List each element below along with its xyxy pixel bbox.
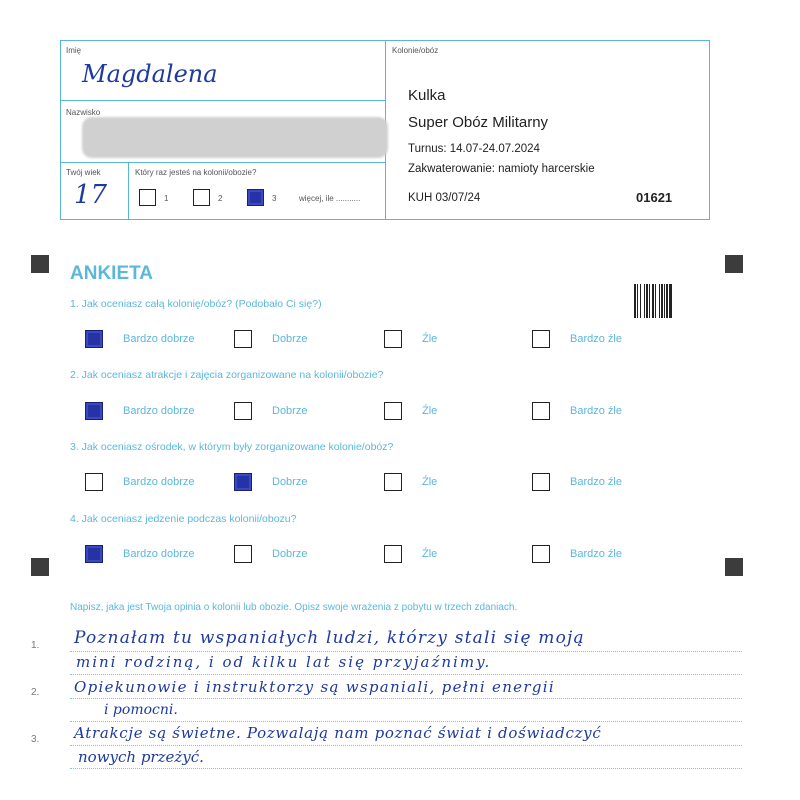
question-1-text: 1. Jak oceniasz całą kolonię/obóz? (Podobało Ci się?) <box>70 298 322 310</box>
answer-dotted-line <box>70 698 742 699</box>
answer-dotted-line <box>70 721 742 722</box>
handwritten-line-2: mini rodziną, i od kilku lat się przyjaźnimy. <box>76 653 492 671</box>
question-2-option-label: Źle <box>422 405 438 417</box>
opinion-prompt: Napisz, jaka jest Twoja opinia o kolonii lub obozie. Opisz swoje wrażenia z pobytu w trzech zdaniach. <box>70 602 518 613</box>
barcode-bar <box>666 284 668 318</box>
barcode <box>634 284 688 318</box>
question-4-checkbox-4[interactable] <box>532 545 550 563</box>
question-1-checkbox-4[interactable] <box>532 330 550 348</box>
registration-marker <box>31 255 49 273</box>
question-3-option-label: Bardzo źle <box>570 476 622 488</box>
survey-title: ANKIETA <box>70 263 154 284</box>
question-1-option-label: Bardzo dobrze <box>123 333 195 345</box>
question-1-checkbox-2[interactable] <box>234 330 252 348</box>
times-option-1: 1 <box>164 194 169 203</box>
handwritten-line-4: i pomocni. <box>104 702 178 718</box>
handwritten-line-3: Opiekunowie i instruktorzy są wspaniali, pełni energii <box>74 678 555 696</box>
barcode-bar <box>634 284 636 318</box>
question-2-checkbox-1[interactable] <box>85 402 103 420</box>
question-4-text: 4. Jak oceniasz jedzenie podczas kolonii/obozu? <box>70 513 297 525</box>
question-3-checkbox-2[interactable] <box>234 473 252 491</box>
line-number-3: 3. <box>31 734 40 745</box>
times-checkbox-1[interactable] <box>139 189 156 206</box>
camp-code: KUH 03/07/24 <box>408 192 481 204</box>
camp-name: Kulka <box>408 87 446 104</box>
camp-turnus: Turnus: 14.07-24.07.2024 <box>408 143 540 155</box>
handwritten-line-5: Atrakcje są świetne. Pozwalają nam poznać świat i doświadczyć <box>74 724 602 742</box>
age-label: Twój wiek <box>66 168 101 177</box>
first-name-label: Imię <box>66 46 82 55</box>
answer-dotted-line <box>70 745 742 746</box>
barcode-bar <box>652 284 654 318</box>
camp-title: Super Obóz Militarny <box>408 114 549 131</box>
barcode-bar <box>669 284 672 318</box>
question-4-option-label: Bardzo dobrze <box>123 548 195 560</box>
question-4-option-label: Źle <box>422 548 438 560</box>
registration-marker <box>725 558 743 576</box>
header-divider-age <box>60 162 385 163</box>
barcode-bar <box>637 284 638 318</box>
question-3-option-label: Dobrze <box>272 476 308 488</box>
header-divider-name <box>60 100 385 101</box>
times-option-3: 3 <box>272 194 277 203</box>
registration-marker <box>31 558 49 576</box>
answer-dotted-line <box>70 768 742 769</box>
barcode-bar <box>649 284 650 318</box>
camp-accommodation: Zakwaterowanie: namioty harcerskie <box>408 163 595 175</box>
times-option-2: 2 <box>218 194 223 203</box>
line-number-1: 1. <box>31 640 40 651</box>
registration-marker <box>725 255 743 273</box>
question-2-text: 2. Jak oceniasz atrakcje i zajęcia zorganizowane na kolonii/obozie? <box>70 369 384 381</box>
answer-dotted-line <box>70 674 742 675</box>
times-checkbox-2[interactable] <box>193 189 210 206</box>
line-number-2: 2. <box>31 687 40 698</box>
question-3-checkbox-4[interactable] <box>532 473 550 491</box>
handwritten-line-6: nowych przeżyć. <box>78 748 204 766</box>
redacted-surname <box>82 117 388 158</box>
times-option-more: więcej, ile ........... <box>299 194 361 203</box>
barcode-bar <box>664 284 665 318</box>
question-4-option-label: Dobrze <box>272 548 308 560</box>
barcode-bar <box>655 284 656 318</box>
times-checkbox-3[interactable] <box>247 189 264 206</box>
question-1-option-label: Źle <box>422 333 438 345</box>
barcode-bar <box>659 284 660 318</box>
handwritten-line-1: Poznałam tu wspaniałych ludzi, którzy stali się moją <box>74 628 585 648</box>
question-1-option-label: Dobrze <box>272 333 308 345</box>
question-4-checkbox-2[interactable] <box>234 545 252 563</box>
question-2-checkbox-2[interactable] <box>234 402 252 420</box>
last-name-label: Nazwisko <box>66 108 101 117</box>
question-2-option-label: Bardzo źle <box>570 405 622 417</box>
question-1-checkbox-3[interactable] <box>384 330 402 348</box>
answer-dotted-line <box>70 651 742 652</box>
question-3-checkbox-1[interactable] <box>85 473 103 491</box>
question-3-text: 3. Jak oceniasz ośrodek, w którym były zorganizowane kolonie/obóz? <box>70 441 394 453</box>
barcode-bar <box>646 284 648 318</box>
first-name-value: Magdalena <box>82 60 218 88</box>
barcode-bar <box>640 284 641 318</box>
question-1-checkbox-1[interactable] <box>85 330 103 348</box>
form-number: 01621 <box>636 190 673 205</box>
camp-label: Kolonie/obóz <box>392 46 439 55</box>
question-4-checkbox-1[interactable] <box>85 545 103 563</box>
question-1-option-label: Bardzo źle <box>570 333 622 345</box>
question-2-option-label: Dobrze <box>272 405 308 417</box>
barcode-bar <box>661 284 663 318</box>
question-2-checkbox-3[interactable] <box>384 402 402 420</box>
times-label: Który raz jesteś na kolonii/obozie? <box>135 168 257 177</box>
age-value: 17 <box>74 180 108 210</box>
question-3-option-label: Źle <box>422 476 438 488</box>
question-4-option-label: Bardzo źle <box>570 548 622 560</box>
question-3-option-label: Bardzo dobrze <box>123 476 195 488</box>
question-2-checkbox-4[interactable] <box>532 402 550 420</box>
question-3-checkbox-3[interactable] <box>384 473 402 491</box>
header-divider-age-col <box>128 162 129 220</box>
question-2-option-label: Bardzo dobrze <box>123 405 195 417</box>
barcode-bar <box>644 284 645 318</box>
question-4-checkbox-3[interactable] <box>384 545 402 563</box>
